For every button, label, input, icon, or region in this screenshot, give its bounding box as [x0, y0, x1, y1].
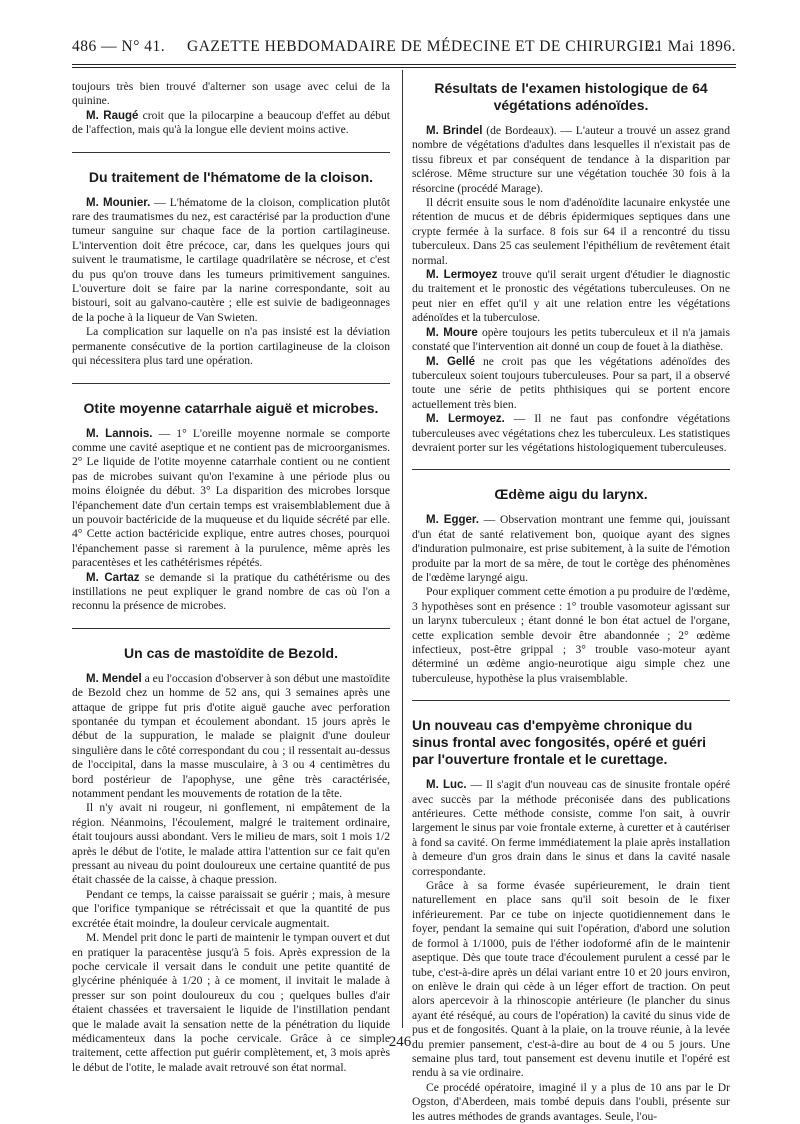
section-title: Résultats de l'examen histologique de 64 végétations adénoïdes. [434, 80, 708, 113]
paragraph [412, 268, 730, 326]
paragraph-text: — Il ne faut pas confondre végétations tuberculeuses avec végétations chez les tuberculeux. Les statistiques devraient porter sur les végétations histologiquement tuberculeuses. [412, 412, 731, 454]
paragraph: Pour expliquer comment cette émotion a pu produire de l'œdème, 3 hypothèses sont en présence : 1° trouble vasomoteur agissant sur un larynx tuberculeux ; étant donné le bon état actuel de l'organe, cette explication semble devoir être abandonnée ; 2° œdème infectieux, post-être grippal ; 3° trouble vaso-moteur ayant déterminé un œdème angio-neurotique aigu simple chez une tuberculeuse, hypothèse la plus vraisemblable. [412, 585, 730, 685]
left-column [72, 80, 391, 1074]
paragraph: Pendant ce temps, la caisse paraissait se guérir ; mais, à mesure que l'orifice tympanique se rétrécissait et que la quantité de pus excrétée était moindre, la douleur cervicale augmentait. [72, 887, 390, 930]
section-title: Du traitement de l'hématome de la cloison. [88, 168, 374, 185]
author-name: M. Brindel [426, 125, 483, 137]
paragraph-text: opère toujours les petits tuberculeux et il n'a jamais constaté que l'intervention ait donné un coup de fouet à la diathèse. [412, 325, 730, 354]
paragraph [72, 427, 390, 571]
paragraph [72, 571, 390, 614]
paragraph [72, 109, 390, 138]
section-separator [72, 152, 390, 153]
section-separator [412, 469, 730, 470]
paragraph-text: a eu l'occasion d'observer à son début une mastoïdite de Bezold chez un homme de 52 ans, qui 3 semaines après une attaque de grippe fut pris d'otite aiguë gauche avec perforation spontanée du tympan et écoulement abondant. 15 jours après le début de la suppuration, le malade se plaignit d'une douleur singulière dans le côté correspondant du cou ; il ressentait au-dessus de l'occipital, dans la masse musculaire, à 3 ou 4 centimètres du bord postérieur de l'apophyse, une gêne très caractérisée, notamment pendant les mouvements de rotation de la tête. [72, 671, 390, 801]
paragraph: Il décrit ensuite sous le nom d'adénoïdite lacunaire enkystée une rétention de mucus et de débris épidermiques septiques dans une crypte fermée à la surface. 8 fois sur 64 il a rencontré du tissu tuberculeux. Dans 25 cas seulement l'épithélium de revêtement était normal. [412, 196, 730, 267]
page-number: 246 [388, 1034, 412, 1050]
header-rule-thin [72, 67, 736, 68]
author-name: M. Egger. [426, 514, 479, 527]
paragraph [412, 124, 730, 196]
paragraph-text: croit que la pilocarpine a beaucoup d'effet au début de l'affection, mais qu'à la longue elle devient moins active. [72, 108, 390, 137]
author-name: M. Cartaz [86, 571, 140, 584]
paragraph-text: se demande si la pratique du cathétérisme ou des instillations ne peut expliquer le grand nombre de cas où l'on a reconnu la présence de microbes. [72, 570, 391, 613]
author-name: M. Lermoyez [426, 269, 498, 282]
header-rule [72, 64, 736, 65]
author-name: M. Moure [426, 326, 478, 339]
paragraph [412, 513, 730, 585]
author-name: M. Lannois. [86, 427, 153, 440]
paragraph-text: — Il s'agit d'un nouveau cas de sinusite frontale opéré avec succès par la méthode préconisée dans des publications antérieures. Cette méthode consiste, comme l'on sait, à ouvrir largement le sinus par voie frontale externe, à curetter et à cautériser à fond sa cavité. On ferme immédiatement la plaie après installation à demeure d'un gros drain dans le sinus et dans la cavité nasale correspondante. [412, 778, 730, 878]
paragraph-text: — 1° L'oreille moyenne normale se comporte comme une cavité aseptique et ne contient pas de microorganismes. 2° Le liquide de l'otite moyenne catarrhale contient ou ne contient pas de microbes suivant qu'on l'examine à une période plus ou moins éloignée du début. 3° La disparition des microbes lorsque l'épanchement date d'un certain temps est vraisemblablement due à un pouvoir bactéricide de la muqueuse et du liquide sécrété par elle. 4° Cette action bactéricide explique, entre autres choses, pourquoi l'épanchement passe si rarement à la purulence, même après les paracentèses et les cathétérismes répétés. [72, 426, 390, 570]
section-separator [72, 628, 390, 629]
paragraph-text: (de Bordeaux). — L'auteur a trouvé un assez grand nombre de végétations d'adultes dans lesquelles il n'existait pas de tissu fibreux et par conséquent de tendance à la disparition par sclérose. Même structure sur une végétation touchée 30 fois à la résorcine (procédé Marage). [412, 124, 730, 195]
paragraph [412, 412, 730, 455]
paragraph-text: — Observation montrant une femme qui, jouissant d'un état de santé relativement bon, quoique ayant des signes d'induration pulmonaire, est prise subitement, à la suite de l'émotion produite par la mort de sa mère, de tout le cortège des phénomènes de l'œdème laryngé aigu. [412, 513, 730, 584]
author-name: M. Mounier. [86, 196, 151, 209]
paragraph [72, 196, 390, 326]
paragraph: Grâce à sa forme évasée supérieurement, le drain tient naturellement en place sans qu'il soit besoin de le fixer inférieurement. Par ce tube on injecte quotidiennement dans le foyer, pendant la semaine qui suit l'opération, d'abord une solution de formol à 1/1000, puis de l'éther iodoformé afin de le maintenir aseptique. Dès que toute trace d'écoulement purulent a cessé par le tube, c'est-à-dire après un délai variant entre 10 et 20 jours environ, on enlève le drain qui cède à un léger effort de traction. On peut alors apercevoir à la rhinoscopie antérieure (le plancher du sinus ayant été réséqué, au cours de l'opération) la cavité du sinus vide de pus et de fongosités. Quant à la plaie, on la trouve réunie, à la levée du premier pansement, c'est-à-dire au bout de 4 ou 5 jours. Une semaine plus tard, tout pansement est devenu inutile et l'opéré est rendu à sa vie ordinaire. [412, 879, 730, 1080]
section-separator [72, 383, 390, 384]
section-title: Un cas de mastoïdite de Bezold. [124, 644, 338, 661]
section-title: Œdème aigu du larynx. [494, 486, 648, 503]
journal-title: GAZETTE HEBDOMADAIRE DE MÉDECINE ET DE CHIRURGIE. [187, 38, 659, 55]
page-issue-number: 486 — N° 41. [72, 38, 166, 55]
right-column [412, 80, 731, 1123]
paragraph: Ce procédé opératoire, imaginé il y a plus de 10 ans par le Dr Ogston, d'Aberdeen, mais tombé depuis dans l'oubli, présente sur les autres méthodes de grands avantages. Seule, l'ou- [412, 1080, 730, 1123]
paragraph: La complication sur laquelle on n'a pas insisté est la déviation permanente consécutive de la portion cartilagineuse de la cloison qui nécessitera plus tard une opération. [72, 325, 390, 368]
paragraph-text: ne croit pas que les végétations adénoïdes des tuberculeux soient toujours tuberculeuses. Pour sa part, il a observé toute une série de petits phthisiques qui se portent encore actuellement très bien. [412, 354, 730, 411]
author-name: M. Mendel [86, 672, 142, 685]
running-header [72, 38, 736, 62]
paragraph-text: trouve qu'il serait urgent d'étudier le diagnostic du traitement et le pronostic des végétations tuberculeuses. On ne peut nier en effet qu'il y ait une relation entre les végétations adénoïdes et la tuberculose. [412, 268, 730, 325]
paragraph-text: — L'hématome de la cloison, complication plutôt rare des traumatismes du nez, est caractérisé par la production d'une tumeur sanguine sur chaque face de la portion cartilagineuse. L'intervention doit être précoce, car, dans les quelques jours qui suivent le traumatisme, le cartilage quadrilatère se nécrose, et c'est du pus qu'on trouve dans les tumeurs primitivement sanguines. L'ouverture doit se faire par la narine correspondante, soit au bistouri, soit au galvano-cautère ; elle est suivie de badigeonnages de la poche à la liqueur de Van Swieten. [72, 195, 390, 324]
issue-date: 21 Mai 1896. [646, 38, 736, 55]
section-separator [412, 700, 730, 701]
author-name: M. Gellé [426, 355, 476, 368]
paragraph: Il n'y avait ni rougeur, ni gonflement, ni empâtement de la région. Néanmoins, l'écoulement, malgré le traitement ordinaire, était toujours aussi abondant. Vers le milieu de mars, soit 1 mois 1/2 après le début de l'otite, le malade attira l'attention sur ce fait qu'en pressant au niveau du point douloureux une certaine quantité de pus était chassée de la caisse, à chaque pression. [72, 801, 390, 887]
section-title: Un nouveau cas d'empyème chronique du sinus frontal avec fongosités, opéré et guéri par l'ouverture frontale et le curettage. [412, 717, 707, 768]
paragraph [412, 778, 730, 879]
section-title: Otite moyenne catarrhale aiguë et microbes. [83, 399, 379, 416]
paragraph [72, 672, 390, 802]
paragraph [412, 326, 730, 355]
paragraph [412, 355, 730, 413]
column-divider [402, 70, 403, 1028]
paragraph: toujours très bien trouvé d'alterner son usage avec celui de la quinine. [72, 80, 390, 108]
author-name: M. Lermoyez. [426, 413, 505, 426]
paragraph: M. Mendel prit donc le parti de maintenir le tympan ouvert et dut en pratiquer la paracentèse jusqu'à 5 fois. Après expression de la poche cervicale il versait dans le conduit une petite quantité de glycérine phéniquée à 1/20 ; à ce moment, il invitait le malade à presser sur son point douloureux du cou ; quelques bulles d'air étaient chassées et traversaient le liquide de l'instillation pendant que le malade avait la sensation nette de la pénétration du liquide médicamenteux dans la poche cervicale. Grâce à ce simple traitement, cette affection put guérir complètement, et, 3 mois après le début de l'otite, le malade avait retrouvé son état normal. [72, 931, 390, 1074]
author-name: M. Raugé [86, 109, 139, 122]
author-name: M. Luc. [426, 779, 467, 792]
